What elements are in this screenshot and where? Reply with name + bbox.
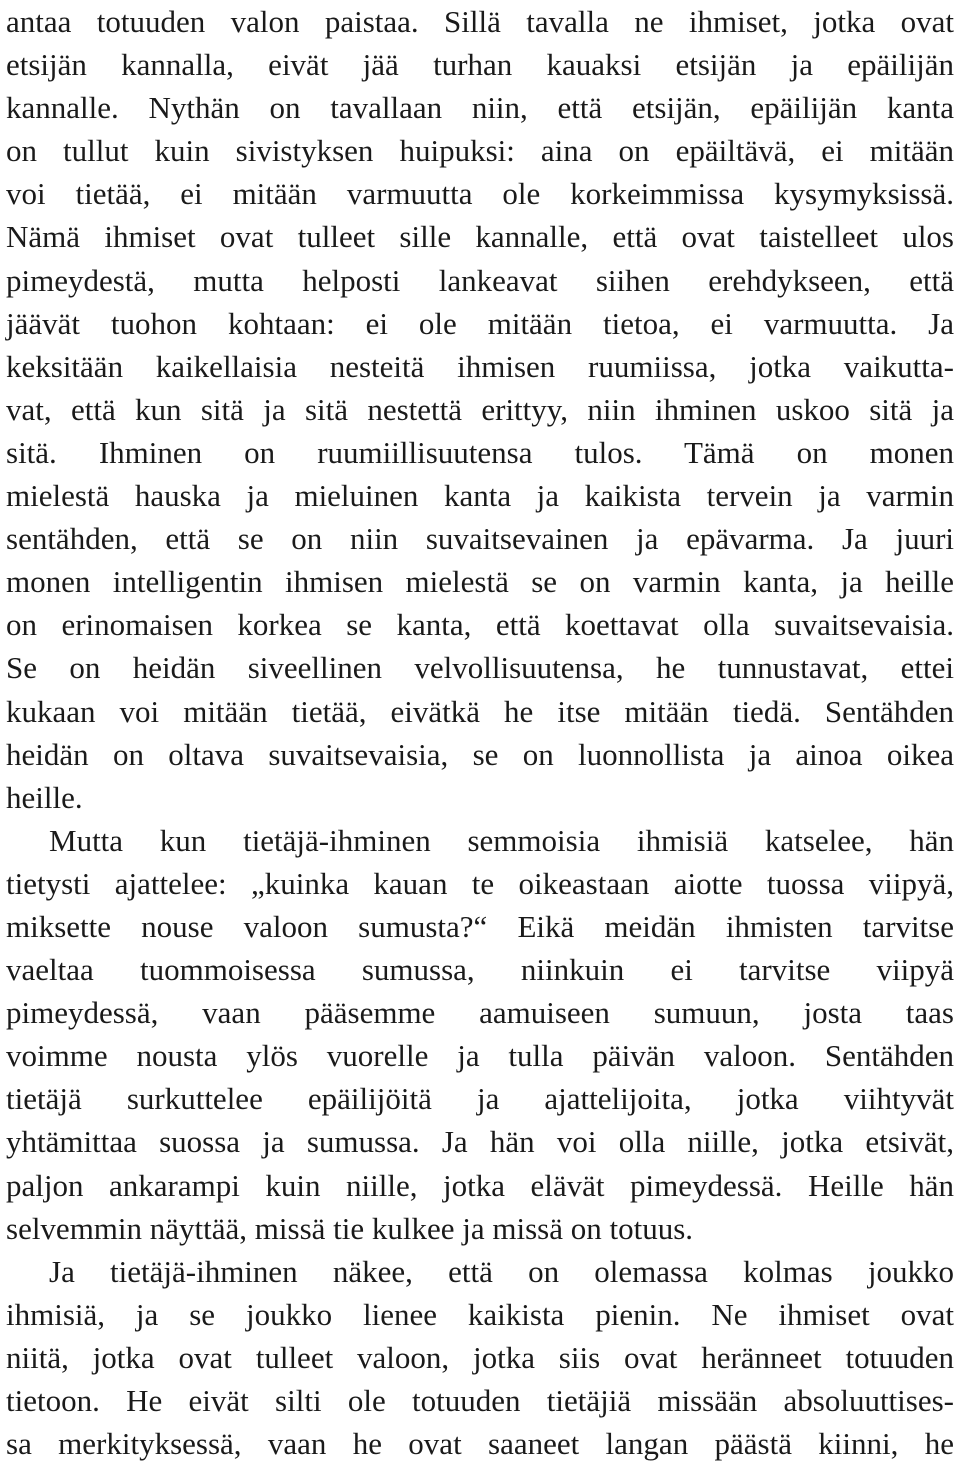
text-line: ihmisiä, ja se joukko lienee kaikista pienin. Ne ihmiset ovat (6, 1296, 954, 1332)
document-page (6, 0, 954, 1465)
text-line: sa merkityksessä, vaan he ovat saaneet langan päästä kiinni, he (6, 1426, 954, 1462)
text-line: tietäjä surkuttelee epäilijöitä ja ajattelijoita, jotka viihtyvät (6, 1081, 954, 1117)
text-line: tietoon. He eivät silti ole totuuden tietäjiä missään absoluuttises- (6, 1383, 954, 1418)
text-line: pimeydestä, mutta helposti lankeavat siihen erehdykseen, että (6, 262, 954, 298)
text-line: monen intelligentin ihmisen mielestä se on varmin kanta, ja heille (6, 564, 954, 600)
text-line: tietysti ajattelee: „kuinka kauan te oikeastaan aiotte tuossa viipyä, (6, 865, 954, 901)
text-line: heidän on oltava suvaitsevaisia, se on luonnollista ja ainoa oikea (6, 736, 954, 772)
text-line: on erinomaisen korkea se kanta, että koettavat olla suvaitsevaisia. (6, 607, 954, 643)
text-line: pimeydessä, vaan pääsemme aamuiseen sumuun, josta taas (6, 995, 954, 1031)
text-line: on tullut kuin sivistyksen huipuksi: aina on epäiltävä, ei mitään (6, 133, 954, 169)
text-line: voi tietää, ei mitään varmuutta ole korkeimmissa kysymyksissä. (6, 176, 954, 212)
text-line: miksette nouse valoon sumusta?“ Eikä meidän ihmisten tarvitse (6, 908, 954, 944)
text-line: mielestä hauska ja mieluinen kanta ja kaikista tervein ja varmin (6, 478, 954, 514)
text-line: jäävät tuohon kohtaan: ei ole mitään tietoa, ei varmuutta. Ja (6, 305, 954, 341)
text-line: vat, että kun sitä ja sitä nestettä erittyy, niin ihminen uskoo sitä ja (6, 391, 954, 427)
text-line: yhtämittaa suossa ja sumussa. Ja hän voi olla niille, jotka etsivät, (6, 1124, 954, 1160)
text-line: paljon ankarampi kuin niille, jotka elävät pimeydessä. Heille hän (6, 1167, 954, 1203)
text-line: keksitään kaikellaisia nesteitä ihmisen ruumiissa, jotka vaikutta- (6, 348, 954, 384)
text-line: Mutta kun tietäjä-ihminen semmoisia ihmisiä katselee, hän (49, 822, 954, 858)
text-line: Ja tietäjä-ihminen näkee, että on olemassa kolmas joukko (49, 1253, 954, 1289)
text-line: kukaan voi mitään tietää, eivätkä he itse mitään tiedä. Sentähden (6, 693, 954, 729)
text-line: Nämä ihmiset ovat tulleet sille kannalle, että ovat taistelleet ulos (6, 219, 954, 255)
text-line: kannalle. Nythän on tavallaan niin, että etsijän, epäilijän kanta (6, 90, 954, 126)
text-line: niitä, jotka ovat tulleet valoon, jotka siis ovat heränneet totuuden (6, 1339, 954, 1375)
text-line: sitä. Ihminen on ruumiillisuutensa tulos. Tämä on monen (6, 434, 954, 470)
text-line: voimme nousta ylös vuorelle ja tulla päivän valoon. Sentähden (6, 1038, 954, 1074)
text-line: sentähden, että se on niin suvaitsevainen ja epävarma. Ja juuri (6, 521, 954, 557)
text-line: antaa totuuden valon paistaa. Sillä tavalla ne ihmiset, jotka ovat (6, 4, 954, 39)
body-text (6, 0, 954, 1465)
text-line: selvemmin näyttää, missä tie kulkee ja missä on totuus. (6, 1210, 694, 1246)
text-line: heille. (6, 779, 83, 815)
text-line: vaeltaa tuommoisessa sumussa, niinkuin ei tarvitse viipyä (6, 952, 954, 988)
text-line: Se on heidän siveellinen velvollisuutensa, he tunnustavat, ettei (6, 650, 954, 686)
text-line: etsijän kannalla, eivät jää turhan kauaksi etsijän ja epäilijän (6, 47, 954, 83)
